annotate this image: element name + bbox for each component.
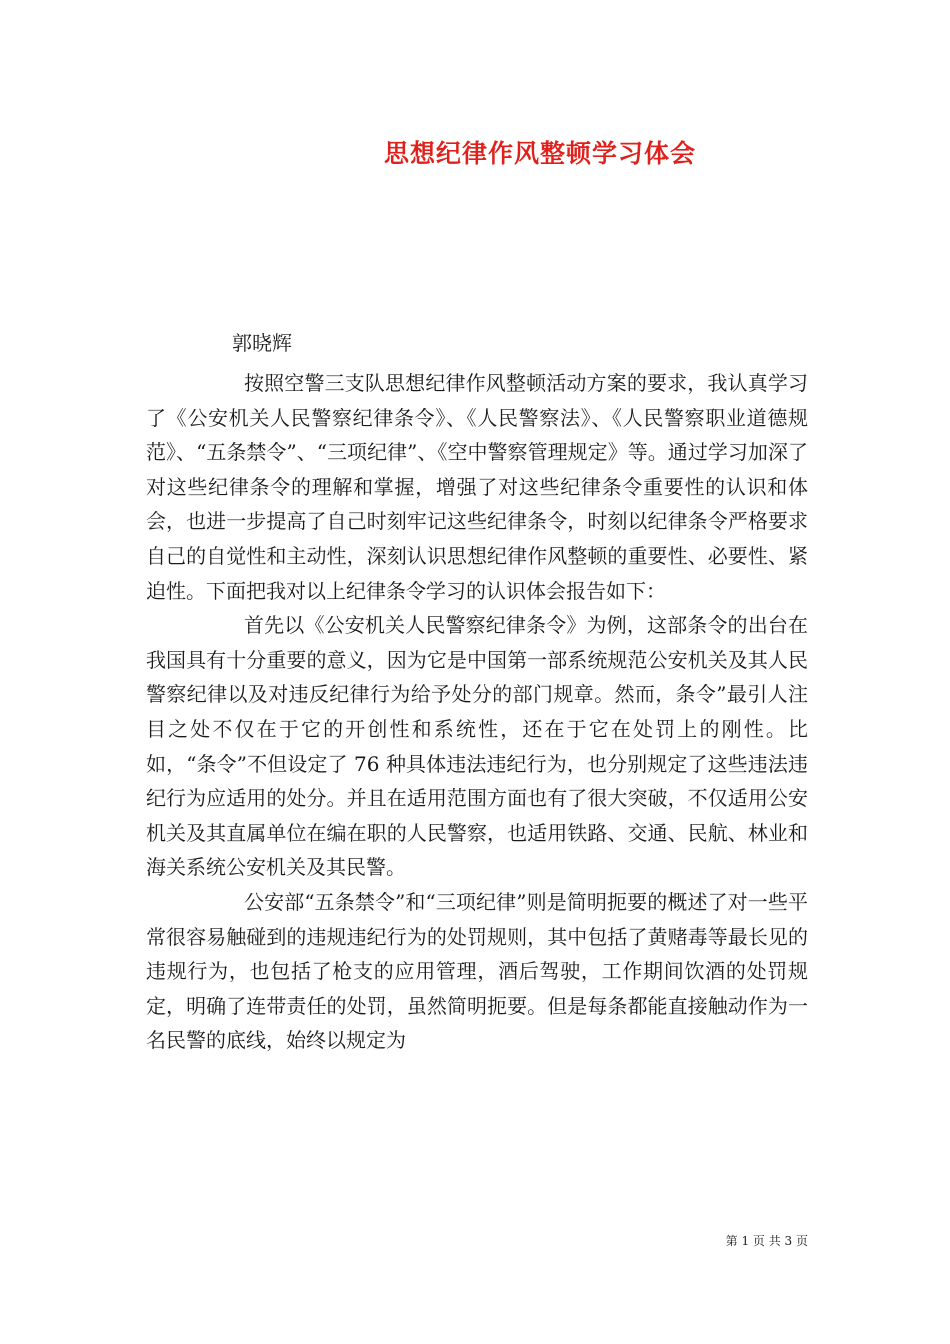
author-name: 郭晓辉 xyxy=(232,331,292,355)
paragraph-2: 首先以《公安机关人民警察纪律条令》为例，这部条令的出台在我国具有十分重要的意义，因为它是中国第一部系统规范公安机关及其人民警察纪律以及对违反纪律行为给予处分的部门规章。然而，条令”最引人注目之处不仅在于它的开创性和系统性，还在于它在处罚上的刚性。比如，“条令”不但设定了 76 种具体违法违纪行为，也分别规定了这些违法违纪行为应适用的处分。并且在适用范围方面也有了很大突破，不仅适用公安机关及其直属单位在编在职的人民警察，也适用铁路、交通、民航、林业和海关系统公安机关及其民警。 xyxy=(146,613,808,880)
paragraph-3: 公安部“五条禁令”和“三项纪律”则是简明扼要的概述了对一些平常很容易触碰到的违规违纪行为的处罚规则，其中包括了黄赌毒等最长见的违规行为，也包括了枪支的应用管理，酒后驾驶，工作期间饮酒的处罚规定，明确了连带责任的处罚，虽然简明扼要。但是每条都能直接触动作为一名民警的底线，始终以规定为 xyxy=(146,889,808,1053)
page-number-footer: 第 1 页 共 3 页 xyxy=(725,1234,808,1248)
document-title: 思想纪律作风整顿学习体会 xyxy=(383,139,696,168)
document-body xyxy=(146,366,808,1058)
paragraph-1: 按照空警三支队思想纪律作风整顿活动方案的要求，我认真学习了《公安机关人民警察纪律条令》、《人民警察法》、《人民警察职业道德规范》、“五条禁令”、“三项纪律”、《空中警察管理规定》等。通过学习加深了对这些纪律条令的理解和掌握，增强了对这些纪律条令重要性的认识和体会，也进一步提高了自己时刻牢记这些纪律条令，时刻以纪律条令严格要求自己的自觉性和主动性，深刻认识思想纪律作风整顿的重要性、必要性、紧迫性。下面把我对以上纪律条令学习的认识体会报告如下： xyxy=(146,371,808,603)
